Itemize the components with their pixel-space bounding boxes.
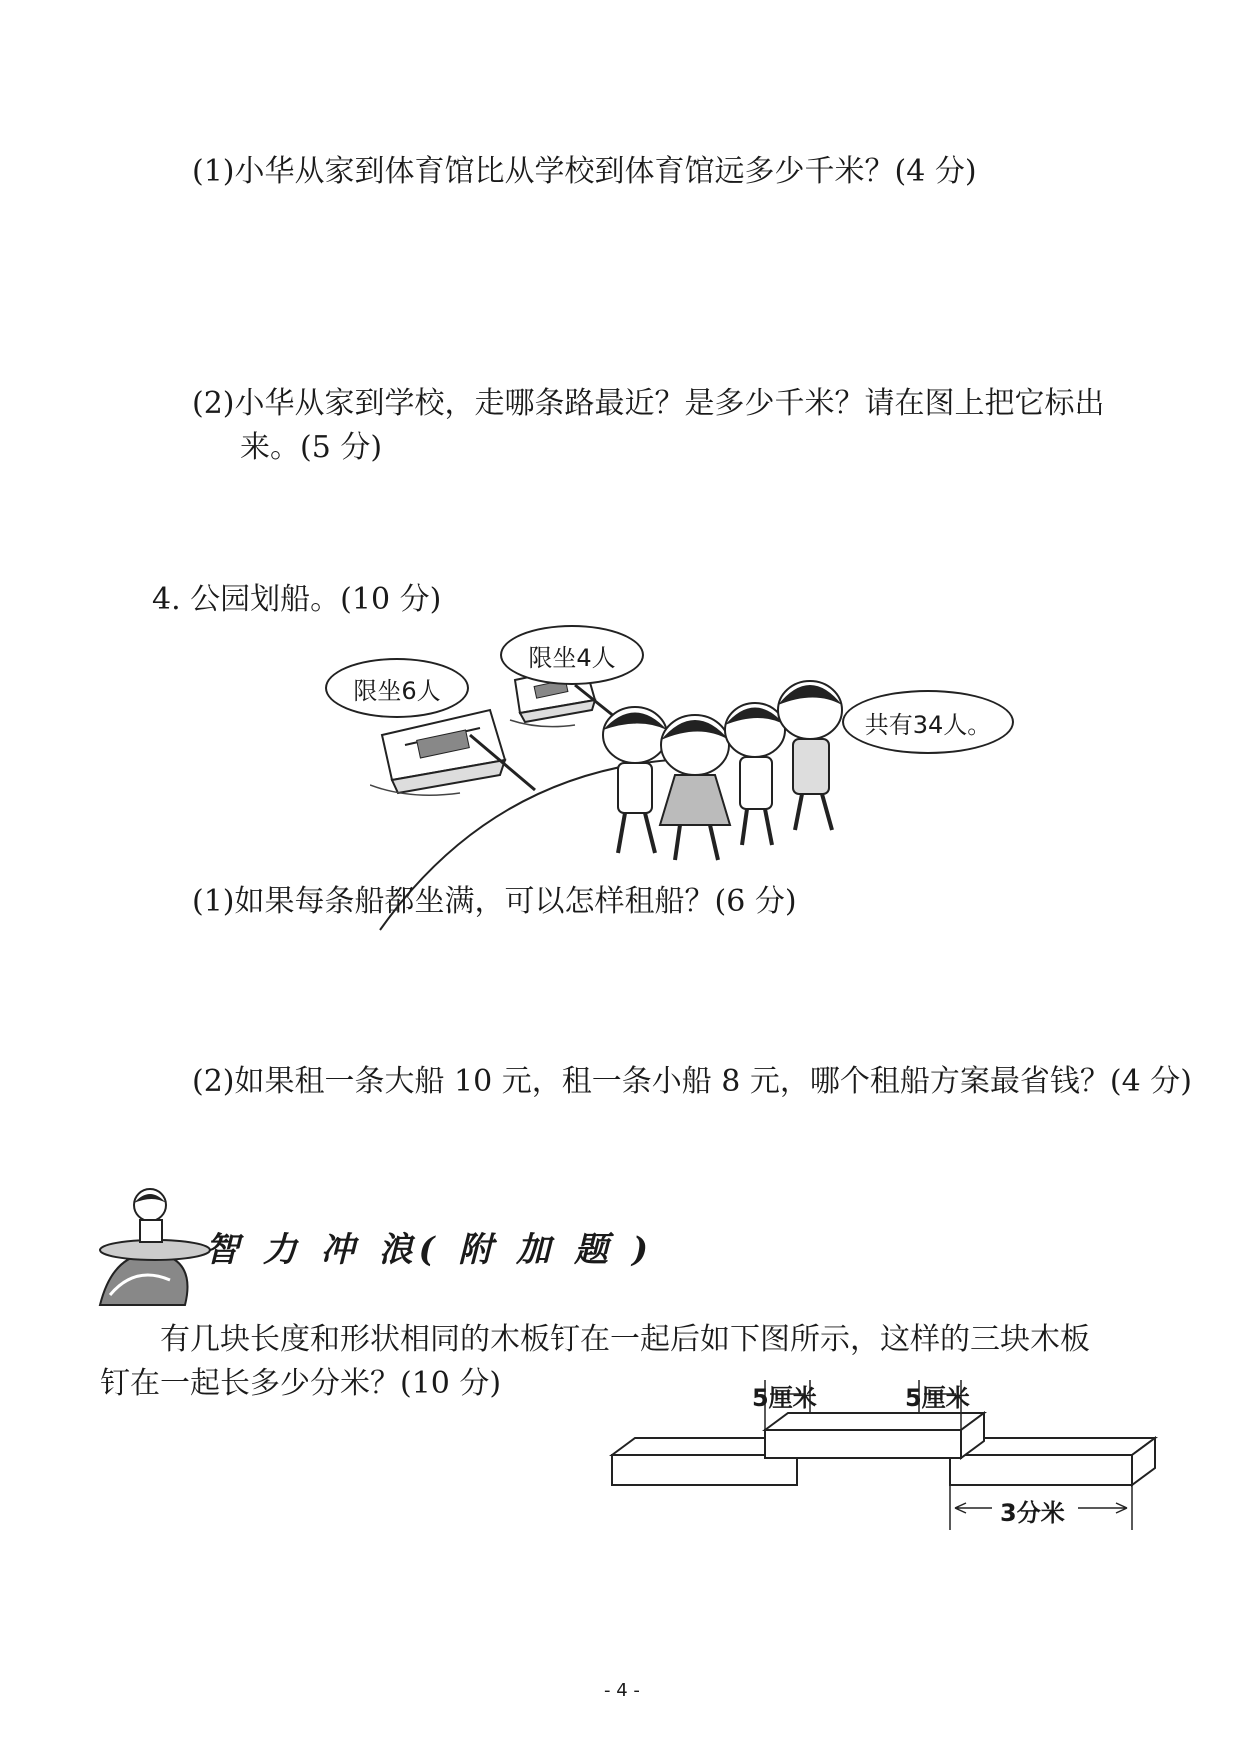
page-number: - 4 - xyxy=(604,1680,640,1701)
bonus-text-line2: 钉在一起长多少分米？(10 分) xyxy=(100,1366,502,1401)
bubble-large-boat-text: 限坐6人 xyxy=(353,676,441,705)
surfer-icon xyxy=(95,1185,215,1310)
q3-part2-line2: 来。(5 分) xyxy=(240,430,383,465)
q4-title: 4. 公园划船。(10 分) xyxy=(152,582,442,617)
label-overlap-left: 5厘米 xyxy=(752,1384,817,1412)
q4-part2: (2)如果租一条大船 10 元，租一条小船 8 元，哪个租船方案最省钱？(4 分) xyxy=(192,1064,1192,1099)
bubble-small-boat-text: 限坐4人 xyxy=(528,643,616,672)
boards-diagram xyxy=(600,1380,1160,1540)
board-middle xyxy=(765,1413,984,1458)
q3-part1: (1)小华从家到体育馆比从学校到体育馆远多少千米？(4 分) xyxy=(192,154,977,189)
large-boat xyxy=(370,710,535,795)
bubble-small-boat xyxy=(500,625,644,685)
bonus-text-line1: 有几块长度和形状相同的木板钉在一起后如下图所示，这样的三块木板 xyxy=(160,1322,1090,1357)
label-overlap-right: 5厘米 xyxy=(905,1384,970,1412)
q3-part2-line1: (2)小华从家到学校，走哪条路最近？是多少千米？请在图上把它标出 xyxy=(192,386,1105,421)
bubble-kids-text: 共有34人。 xyxy=(864,710,992,739)
bubble-kids xyxy=(842,690,1014,754)
label-board-length: 3分米 xyxy=(1000,1499,1065,1527)
bubble-large-boat xyxy=(325,658,469,718)
bonus-title: 智 力 冲 浪( 附 加 题 ) xyxy=(205,1230,655,1270)
board-right xyxy=(950,1438,1155,1485)
children-group xyxy=(603,681,842,860)
q4-part1: (1)如果每条船都坐满，可以怎样租船？(6 分) xyxy=(192,884,797,919)
